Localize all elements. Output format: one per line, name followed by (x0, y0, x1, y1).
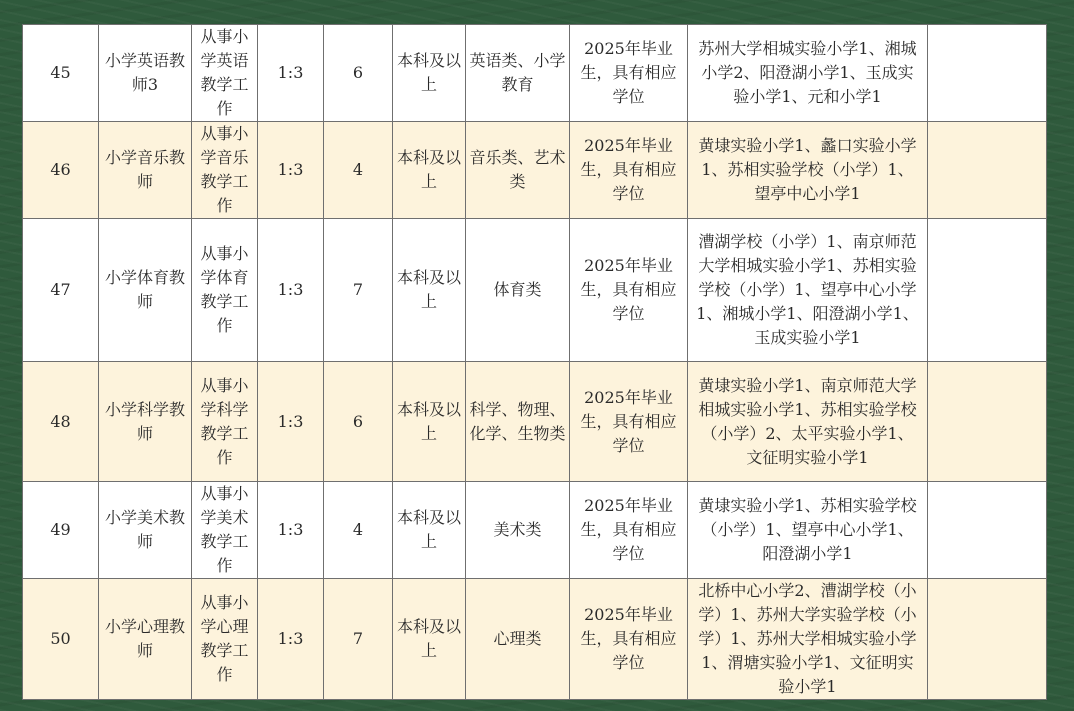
remark (928, 122, 1047, 219)
remark (928, 482, 1047, 579)
job-duty: 从事小学音乐教学工作 (192, 122, 258, 219)
exam-ratio: 1:3 (258, 579, 324, 700)
recruitment-table (22, 24, 1047, 700)
hire-count: 7 (324, 579, 393, 700)
hire-count: 6 (324, 362, 393, 482)
hire-count: 4 (324, 122, 393, 219)
education-requirement: 本科及以上 (393, 482, 466, 579)
position-name: 小学音乐教师 (99, 122, 192, 219)
exam-ratio: 1:3 (258, 482, 324, 579)
remark (928, 219, 1047, 362)
education-requirement: 本科及以上 (393, 122, 466, 219)
major-requirement: 英语类、小学教育 (466, 25, 570, 122)
table-row (23, 25, 1047, 122)
row-number: 50 (23, 579, 99, 700)
other-requirement: 2025年毕业生，具有相应学位 (570, 362, 688, 482)
remark (928, 25, 1047, 122)
education-requirement: 本科及以上 (393, 362, 466, 482)
job-duty: 从事小学美术教学工作 (192, 482, 258, 579)
other-requirement: 2025年毕业生，具有相应学位 (570, 579, 688, 700)
other-requirement: 2025年毕业生，具有相应学位 (570, 122, 688, 219)
exam-ratio: 1:3 (258, 219, 324, 362)
job-duty: 从事小学体育教学工作 (192, 219, 258, 362)
table-row (23, 122, 1047, 219)
major-requirement: 美术类 (466, 482, 570, 579)
education-requirement: 本科及以上 (393, 579, 466, 700)
recruitment-table-frame (22, 24, 1046, 696)
school-allocation: 漕湖学校（小学）1、南京师范大学相城实验小学1、苏相实验学校（小学）1、望亭中心小学1、湘城小学1、阳澄湖小学1、玉成实验小学1 (688, 219, 928, 362)
education-requirement: 本科及以上 (393, 219, 466, 362)
position-name: 小学英语教师3 (99, 25, 192, 122)
position-name: 小学科学教师 (99, 362, 192, 482)
position-name: 小学心理教师 (99, 579, 192, 700)
row-number: 45 (23, 25, 99, 122)
row-number: 48 (23, 362, 99, 482)
hire-count: 4 (324, 482, 393, 579)
table-row (23, 362, 1047, 482)
remark (928, 579, 1047, 700)
school-allocation: 黄埭实验小学1、苏相实验学校（小学）1、望亭中心小学1、阳澄湖小学1 (688, 482, 928, 579)
other-requirement: 2025年毕业生，具有相应学位 (570, 482, 688, 579)
row-number: 46 (23, 122, 99, 219)
major-requirement: 心理类 (466, 579, 570, 700)
position-name: 小学体育教师 (99, 219, 192, 362)
position-name: 小学美术教师 (99, 482, 192, 579)
school-allocation: 北桥中心小学2、漕湖学校（小学）1、苏州大学实验学校（小学）1、苏州大学相城实验小学1、渭塘实验小学1、文征明实验小学1 (688, 579, 928, 700)
table-row (23, 482, 1047, 579)
school-allocation: 黄埭实验小学1、南京师范大学相城实验小学1、苏相实验学校（小学）2、太平实验小学1、文征明实验小学1 (688, 362, 928, 482)
table-row (23, 219, 1047, 362)
table-row (23, 579, 1047, 700)
job-duty: 从事小学英语教学工作 (192, 25, 258, 122)
exam-ratio: 1:3 (258, 122, 324, 219)
education-requirement: 本科及以上 (393, 25, 466, 122)
remark (928, 362, 1047, 482)
school-allocation: 苏州大学相城实验小学1、湘城小学2、阳澄湖小学1、玉成实验小学1、元和小学1 (688, 25, 928, 122)
other-requirement: 2025年毕业生，具有相应学位 (570, 25, 688, 122)
row-number: 47 (23, 219, 99, 362)
major-requirement: 科学、物理、化学、生物类 (466, 362, 570, 482)
exam-ratio: 1:3 (258, 362, 324, 482)
job-duty: 从事小学心理教学工作 (192, 579, 258, 700)
major-requirement: 体育类 (466, 219, 570, 362)
row-number: 49 (23, 482, 99, 579)
other-requirement: 2025年毕业生，具有相应学位 (570, 219, 688, 362)
hire-count: 6 (324, 25, 393, 122)
hire-count: 7 (324, 219, 393, 362)
school-allocation: 黄埭实验小学1、蠡口实验小学1、苏相实验学校（小学）1、望亭中心小学1 (688, 122, 928, 219)
job-duty: 从事小学科学教学工作 (192, 362, 258, 482)
major-requirement: 音乐类、艺术类 (466, 122, 570, 219)
exam-ratio: 1:3 (258, 25, 324, 122)
